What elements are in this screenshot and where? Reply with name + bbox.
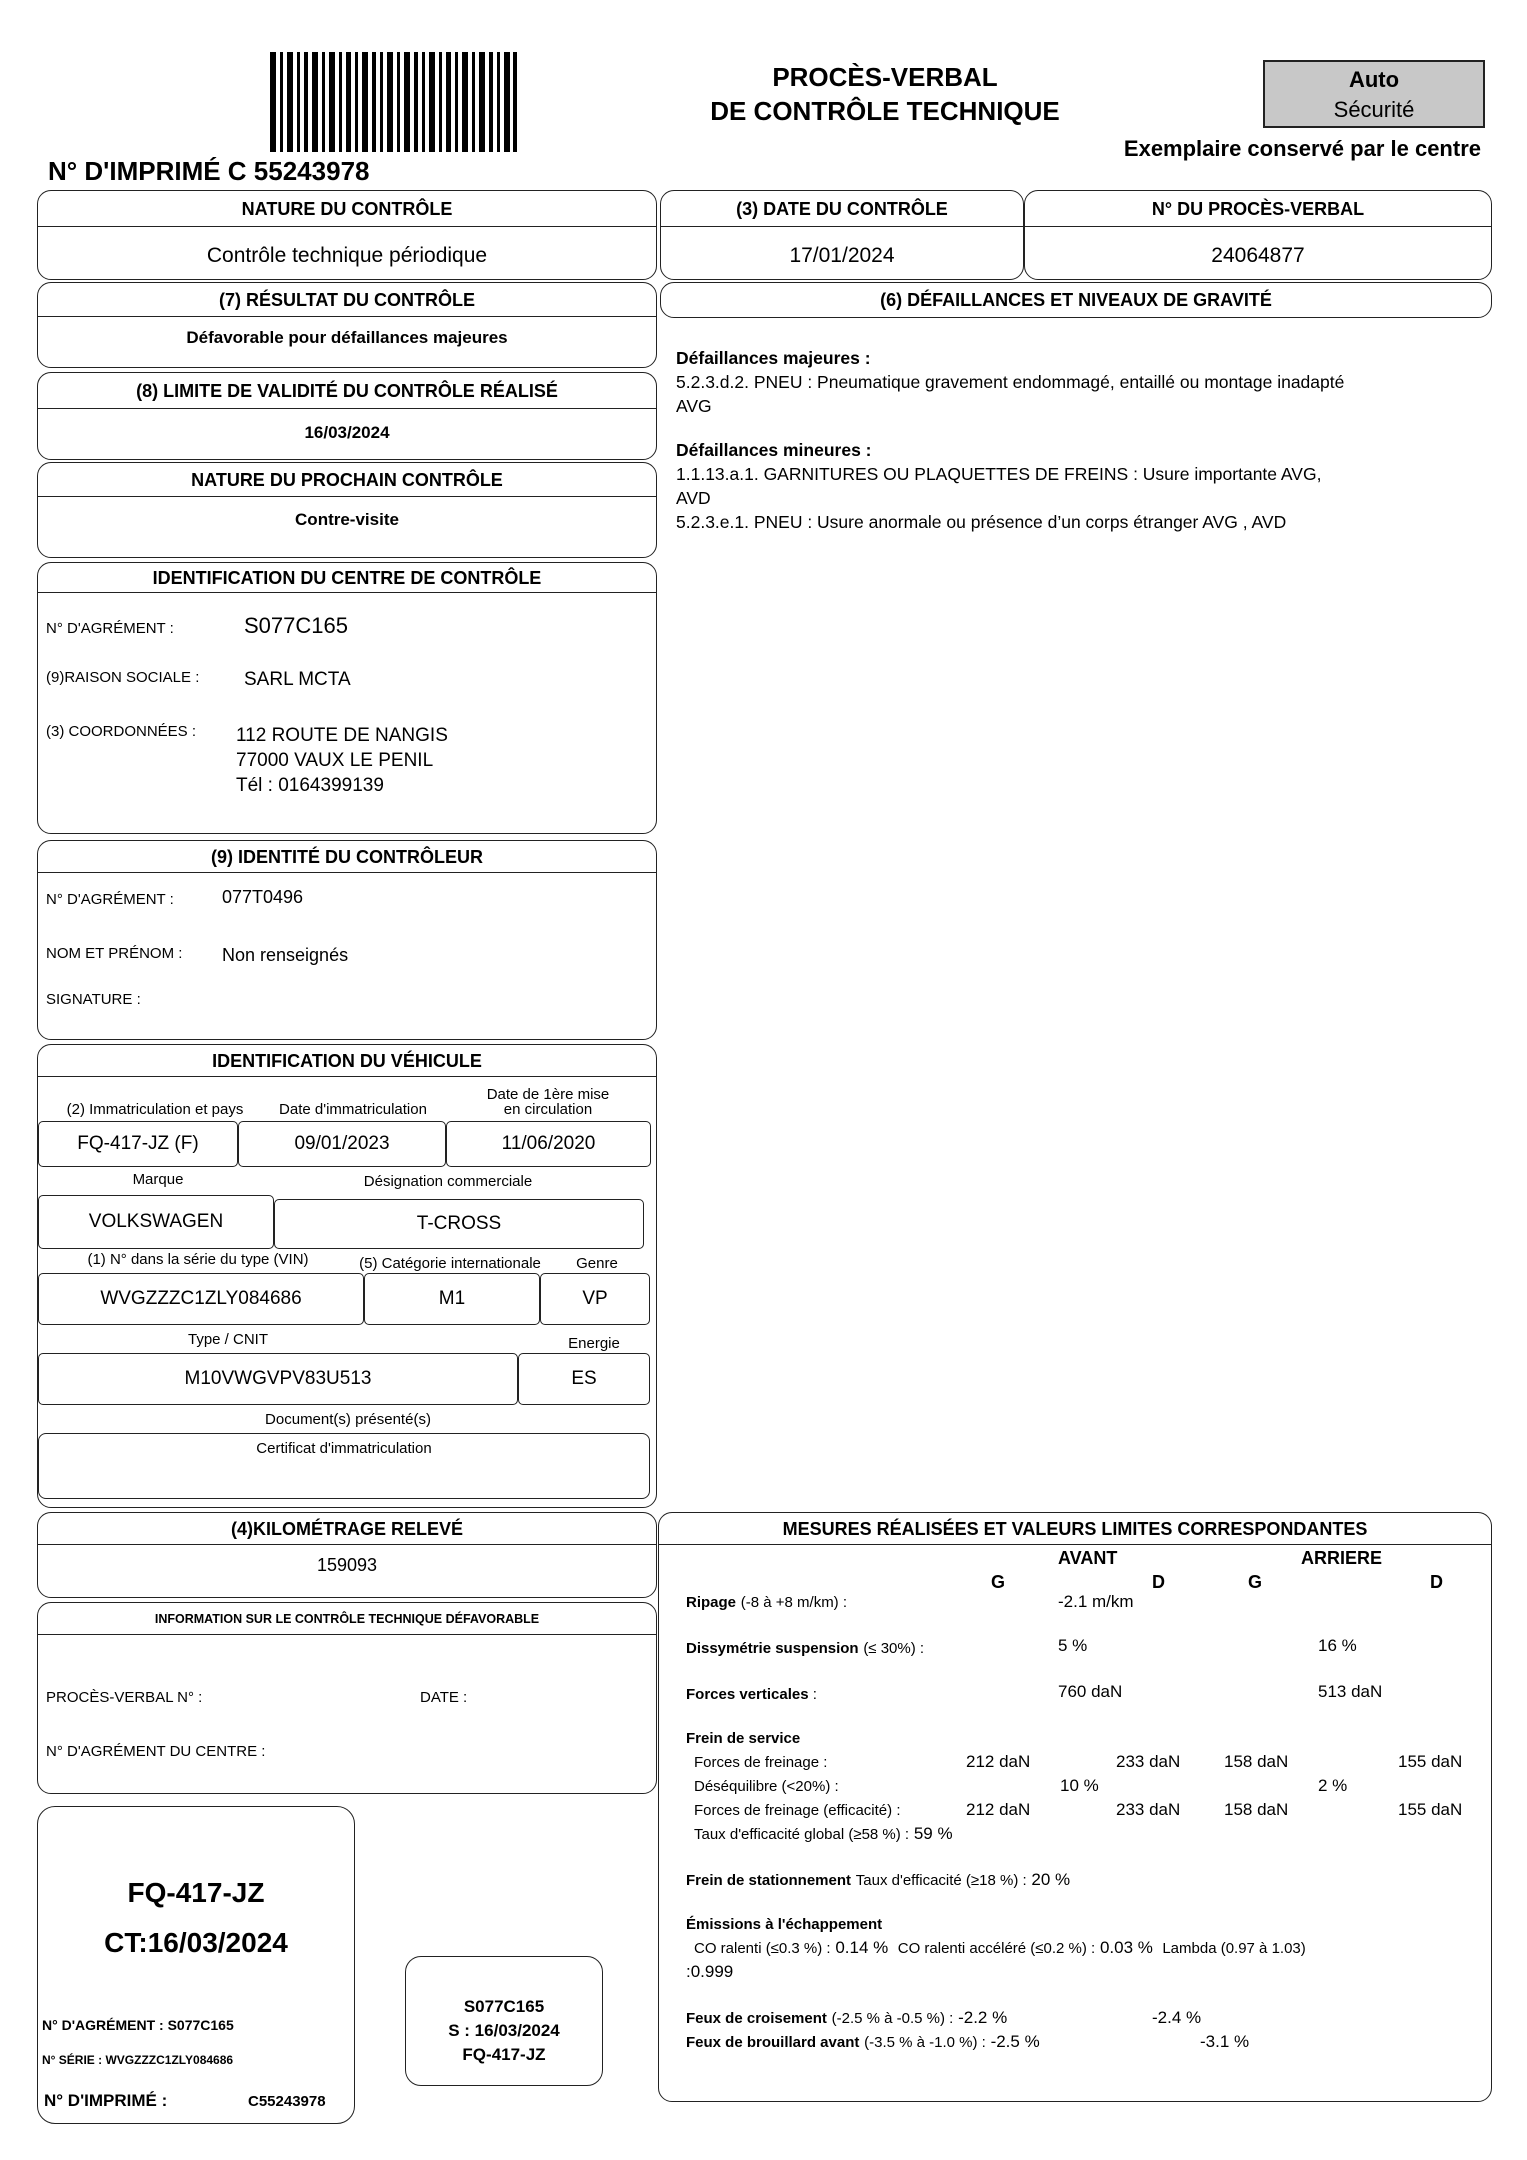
type-label: Type / CNIT [187,1331,269,1348]
date-box [660,190,1024,280]
centre-rs-value: SARL MCTA [244,669,351,690]
dissy-row [686,1638,924,1658]
cat-label: (5) Catégorie internationale [359,1255,541,1272]
centre-rs-label: (9)RAISON SOCIALE : [46,669,200,686]
croisement-g: -2.2 % [958,2008,1008,2027]
avant-header: AVANT [1058,1548,1118,1568]
cat-value: M1 [364,1273,540,1325]
energie-label: Energie [568,1335,620,1352]
deseq-arriere: 2 % [1318,1776,1348,1795]
forces-v-arriere: 513 daN [1318,1682,1383,1701]
brouillard-row [686,2032,1040,2052]
ff-avg: 212 daN [966,1752,1031,1771]
brand-line-2: Sécurité [1333,97,1415,122]
copy-note: Exemplaire conservé par le centre [1123,136,1481,161]
emis-row [694,1938,1306,1958]
next-value: Contre-visite [295,510,399,529]
croisement-label: Feux de croisement [686,2010,827,2027]
croisement-row [686,2008,1007,2028]
docs-label: Document(s) présenté(s) [265,1411,431,1428]
km-label: (4)KILOMÉTRAGE RELEVÉ [38,1513,656,1545]
minor-item-1-cont: AVD [676,488,711,508]
km-box [37,1512,657,1598]
controller-agr-label: N° D'AGRÉMENT : [46,891,174,908]
co-label: CO ralenti (≤0.3 %) : [694,1940,831,1957]
unfav-agr-label: N° D'AGRÉMENT DU CENTRE : [46,1743,266,1760]
vehicle-label: IDENTIFICATION DU VÉHICULE [38,1045,656,1077]
coa-label: CO ralenti accéléré (≤0.2 %) : [897,1940,1096,1957]
pv-label: N° DU PROCÈS-VERBAL [1025,191,1491,227]
result-value: Défavorable pour défaillances majeures [186,328,508,347]
centre-agr-value: S077C165 [244,613,348,638]
controller-agr-value: 077T0496 [222,887,304,907]
minor-item-1: 1.1.13.a.1. GARNITURES OU PLAQUETTES DE FREINS : Usure importante AVG, [676,464,1322,484]
result-box [37,282,657,368]
ripage-limit: (-8 à +8 m/km) : [740,1594,848,1611]
stat-value: 20 % [1031,1870,1071,1889]
vin-label: (1) N° dans la série du type (VIN) [87,1251,309,1268]
result-label: (7) RÉSULTAT DU CONTRÔLE [38,283,656,317]
title-line-1: PROCÈS-VERBAL [772,62,998,92]
stat-limit: Taux d'efficacité (≥18 %) : [855,1872,1027,1889]
unfav-label: INFORMATION SUR LE CONTRÔLE TECHNIQUE DÉFAVORABLE [38,1603,656,1635]
major-title: Défaillances majeures : [676,348,871,368]
measures-content [658,1512,1492,2102]
first-circ-label [458,1087,638,1117]
ripage-row [686,1592,847,1612]
mini-sticker-text [406,1995,602,2067]
date-immat-value: 09/01/2023 [238,1121,446,1167]
ff-label: Forces de freinage : [694,1754,828,1771]
ffe-label: Forces de freinage (efficacité) : [694,1802,901,1819]
ffe-avg: 212 daN [966,1800,1031,1819]
sticker-imprime-label: N° D'IMPRIMÉ : [44,2091,168,2110]
centre-address [236,723,448,798]
centre-label: IDENTIFICATION DU CENTRE DE CONTRÔLE [38,563,656,593]
defects-header-box [660,282,1492,318]
sticker-serie: N° SÉRIE : WVGZZZC1ZLY084686 [42,2053,234,2067]
sticker-plate: FQ-417-JZ [127,1877,265,1908]
co-value: 0.14 % [835,1938,889,1957]
energie-value: ES [518,1353,650,1405]
ripage-label: Ripage [686,1594,737,1611]
taux-label: Taux d'efficacité global (≥58 %) : [694,1826,910,1843]
forces-v-label: Forces verticales [686,1686,809,1703]
printed-number: N° D'IMPRIMÉ C 55243978 [48,156,370,186]
sticker-ct-date: CT:16/03/2024 [104,1927,288,1958]
designation-label: Désignation commerciale [363,1173,533,1190]
unfav-pv-label: PROCÈS-VERBAL N° : [46,1689,203,1706]
major-item-1-cont: AVG [676,396,712,416]
brand-line-1: Auto [1348,67,1400,92]
validity-box [37,372,657,460]
next-label: NATURE DU PROCHAIN CONTRÔLE [38,463,656,497]
brouillard-label: Feux de brouillard avant [686,2034,860,2051]
centre-box [37,562,657,834]
stat-row [686,1870,1070,1890]
sticker-box [37,1806,355,2124]
stat-label: Frein de stationnement [686,1872,852,1889]
vin-value: WVGZZZC1ZLY084686 [38,1273,364,1325]
arriere-g-header: G [1248,1572,1263,1592]
controller-signature-label: SIGNATURE : [46,991,141,1008]
ripage-value: -2.1 m/km [1058,1592,1134,1611]
arriere-d-header: D [1430,1572,1443,1592]
mini-sticker-agr: S077C165 [463,1997,545,2016]
taux-row [694,1824,953,1844]
dissy-avant: 5 % [1058,1636,1088,1655]
first-circ-label-2: en circulation [503,1101,593,1118]
immat-value: FQ-417-JZ (F) [38,1121,238,1167]
centre-tel: Tél : 0164399139 [236,775,384,796]
brouillard-limit: (-3.5 % à -1.0 %) : [864,2034,986,2051]
deseq-label: Déséquilibre (<20%) : [694,1778,839,1795]
avant-g-header: G [991,1572,1006,1592]
km-value: 159093 [316,1555,378,1575]
coa-value: 0.03 % [1099,1938,1153,1957]
unfav-box [37,1602,657,1794]
minor-title: Défaillances mineures : [676,440,872,460]
dissy-label: Dissymétrie suspension [686,1640,859,1657]
forces-v-row [686,1684,817,1704]
ffe-avd: 233 daN [1116,1800,1181,1819]
ffe-arg: 158 daN [1224,1800,1289,1819]
ff-arg: 158 daN [1224,1752,1289,1771]
pv-box [1024,190,1492,280]
arriere-header: ARRIERE [1301,1548,1383,1568]
brand-logo [1263,60,1485,128]
date-immat-label: Date d'immatriculation [279,1101,427,1118]
brouillard-d: -3.1 % [1200,2032,1250,2051]
nature-box [37,190,657,280]
deseq-avant: 10 % [1060,1776,1099,1795]
mini-sticker-plate: FQ-417-JZ [462,2045,546,2064]
date-label: (3) DATE DU CONTRÔLE [661,191,1023,227]
major-item-1: 5.2.3.d.2. PNEU : Pneumatique gravement endommagé, entaillé ou montage inadapté [676,372,1345,392]
centre-addr-2: 77000 VAUX LE PENIL [236,750,434,771]
controller-box [37,840,657,1040]
controller-name-value: Non renseignés [222,945,349,965]
defects-label: (6) DÉFAILLANCES ET NIVEAUX DE GRAVITÉ [880,290,1272,310]
defects-list [676,346,1416,534]
title-line-2: DE CONTRÔLE TECHNIQUE [710,96,1060,126]
designation-value: T-CROSS [274,1199,644,1249]
date-value: 17/01/2024 [789,244,895,267]
dissy-arriere: 16 % [1318,1636,1357,1655]
pv-value: 24064877 [1211,244,1305,267]
next-box [37,462,657,558]
immat-label: (2) Immatriculation et pays [66,1101,244,1118]
first-circ-value: 11/06/2020 [446,1121,651,1167]
controller-name-label: NOM ET PRÉNOM : [46,945,183,962]
document-title [660,60,1110,128]
lambda-label: Lambda (0.97 à 1.03) [1162,1940,1306,1957]
measures-label: MESURES RÉALISÉES ET VALEURS LIMITES CORRESPONDANTES [659,1513,1491,1545]
unfav-date-label: DATE : [420,1689,468,1706]
sticker-imprime-value: C55243978 [248,2093,326,2110]
marque-value: VOLKSWAGEN [38,1195,274,1249]
validity-label: (8) LIMITE DE VALIDITÉ DU CONTRÔLE RÉALISÉ [38,373,656,409]
forces-v-colon: : [808,1686,817,1703]
frein-service-title: Frein de service [686,1730,801,1747]
barcode [268,52,518,152]
forces-v-avant: 760 daN [1058,1682,1123,1701]
first-circ-label-1: Date de 1ère mise [486,1086,610,1103]
marque-label: Marque [132,1171,184,1188]
centre-agr-label: N° D'AGRÉMENT : [46,620,174,637]
dissy-limit: (≤ 30%) : [863,1640,925,1657]
type-value: M10VWGVPV83U513 [38,1353,518,1405]
croisement-limit: (-2.5 % à -0.5 %) : [831,2010,954,2027]
emis-title: Émissions à l'échappement [686,1916,883,1933]
ff-avd: 233 daN [1116,1752,1181,1771]
validity-value: 16/03/2024 [304,423,390,442]
barcode-image [268,52,518,152]
sticker-agr: N° D'AGRÉMENT : S077C165 [42,2017,234,2033]
croisement-d: -2.4 % [1152,2008,1202,2027]
brouillard-g: -2.5 % [990,2032,1040,2051]
ffe-ard: 155 daN [1398,1800,1463,1819]
mini-sticker-date: S : 16/03/2024 [448,2021,560,2040]
docs-value: Certificat d'immatriculation [38,1433,650,1499]
lambda-value: :0.999 [686,1962,734,1981]
controller-label: (9) IDENTITÉ DU CONTRÔLEUR [38,841,656,873]
ff-ard: 155 daN [1398,1752,1463,1771]
genre-label: Genre [576,1255,618,1272]
centre-addr-1: 112 ROUTE DE NANGIS [236,725,448,746]
centre-coord-label: (3) COORDONNÉES : [46,723,197,740]
nature-value: Contrôle technique périodique [206,244,488,267]
vehicle-box [37,1044,657,1508]
genre-value: VP [540,1273,650,1325]
nature-label: NATURE DU CONTRÔLE [38,191,656,227]
avant-d-header: D [1152,1572,1165,1592]
minor-item-2: 5.2.3.e.1. PNEU : Usure anormale ou présence d’un corps étranger AVG , AVD [676,512,1287,532]
taux-value: 59 % [913,1824,953,1843]
mini-sticker [405,1956,603,2086]
